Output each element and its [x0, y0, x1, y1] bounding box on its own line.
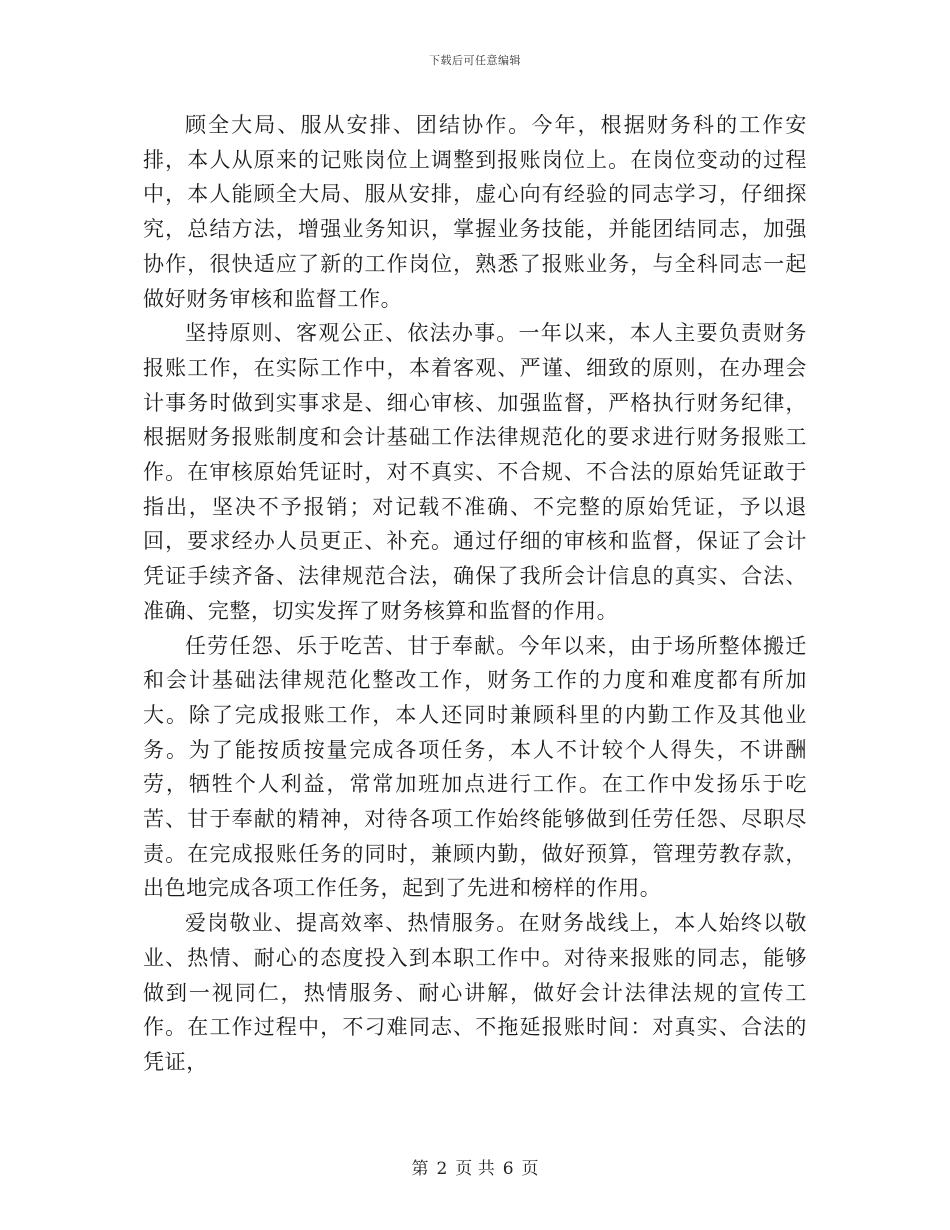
paragraph: 爱岗敬业、提高效率、热情服务。在财务战线上，本人始终以敬业、热情、耐心的态度投入到本职工作中。对待来报账的同志，能够做到一视同仁，热情服务、耐心讲解，做好会计法律法规的宣传工作。在工作过程中，不刁难同志、不拖延报账时间：对真实、合法的凭证， — [143, 911, 807, 1074]
paragraph: 任劳任怨、乐于吃苦、甘于奉献。今年以来，由于场所整体搬迁和会计基础法律规范化整改工作，财务工作的力度和难度都有所加大。除了完成报账工作，本人还同时兼顾科里的内勤工作及其他业务。为了能按质按量完成各项任务，本人不计较个人得失，不讲酬劳，牺牲个人利益，常常加班加点进行工作。在工作中发扬乐于吃苦、甘于奉献的精神，对待各项工作始终能够做到任劳任怨、尽职尽责。在完成报账任务的同时，兼顾内勤，做好预算，管理劳教存款，出色地完成各项工作任务，起到了先进和榜样的作用。 — [143, 633, 807, 901]
paragraph: 坚持原则、客观公正、依法办事。一年以来，本人主要负责财务报账工作，在实际工作中，本着客观、严谨、细致的原则，在办理会计事务时做到实事求是、细心审核、加强监督，严格执行财务纪律，根据财务报账制度和会计基础工作法律规范化的要求进行财务报账工作。在审核原始凭证时，对不真实、不合规、不合法的原始凭证敢于指出，坚决不予报销；对记载不准确、不完整的原始凭证，予以退回，要求经办人员更正、补充。通过仔细的审核和监督，保证了会计凭证手续齐备、法律规范合法，确保了我所会计信息的真实、合法、准确、完整，切实发挥了财务核算和监督的作用。 — [143, 321, 807, 623]
footer-middle: 页 共 — [455, 1159, 495, 1179]
footer-suffix: 页 — [521, 1159, 539, 1179]
page-footer — [0, 1154, 950, 1179]
page-number: 2 — [436, 1159, 448, 1179]
total-pages: 6 — [502, 1159, 514, 1179]
footer-prefix: 第 — [411, 1159, 429, 1179]
paragraph: 顾全大局、服从安排、团结协作。今年，根据财务科的工作安排，本人从原来的记账岗位上调整到报账岗位上。在岗位变动的过程中，本人能顾全大局、服从安排，虚心向有经验的同志学习，仔细探究，总结方法，增强业务知识，掌握业务技能，并能团结同志，加强协作，很快适应了新的工作岗位，熟悉了报账业务，与全科同志一起做好财务审核和监督工作。 — [143, 113, 807, 311]
document-body — [143, 108, 807, 1080]
page-header: 下载后可任意编辑 — [429, 54, 521, 67]
